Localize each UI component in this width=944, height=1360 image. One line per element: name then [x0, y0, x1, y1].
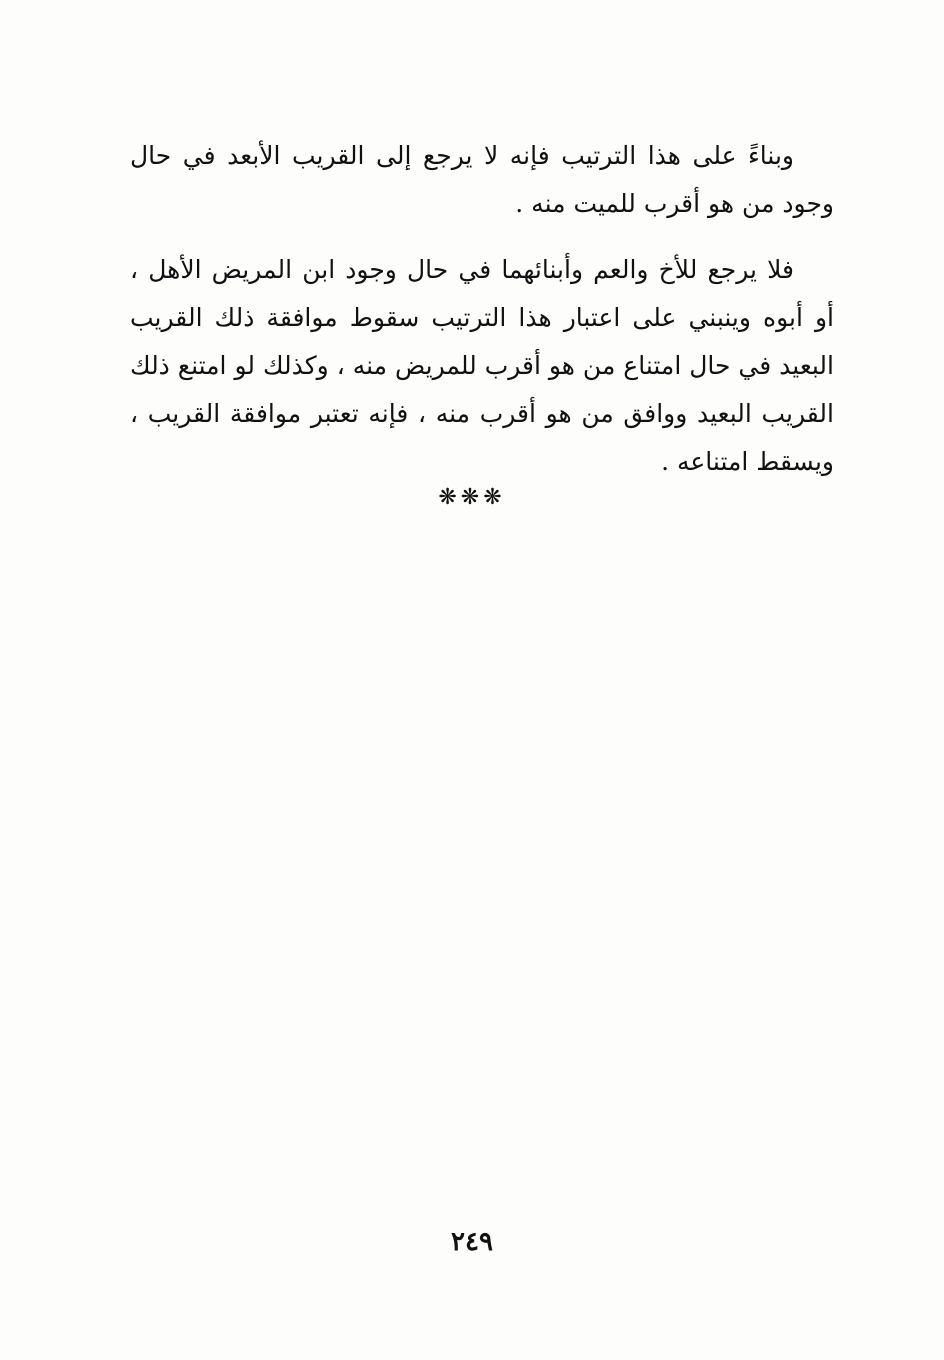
- paragraph-2: فلا يرجع للأخ والعم وأبنائهما في حال وجود ابن المريض الأهل ، أو أبوه وينبني على اعتبار هذا الترتيب سقوط موافقة ذلك القريب البعيد في حال امتناع من هو أقرب للمريض منه ، وكذلك لو امتنع ذلك القريب البعيد ووافق من هو أقرب منه ، فإنه تعتبر موافقة القريب ، ويسقط امتناعه .: [130, 255, 834, 476]
- body-text: [130, 132, 834, 486]
- paragraph-1: وبناءً على هذا الترتيب فإنه لا يرجع إلى القريب الأبعد في حال وجود من هو أقرب للميت منه .: [130, 141, 834, 218]
- page-number: ٢٤٩: [451, 1227, 493, 1257]
- section-separator: ❋❋❋: [438, 485, 506, 510]
